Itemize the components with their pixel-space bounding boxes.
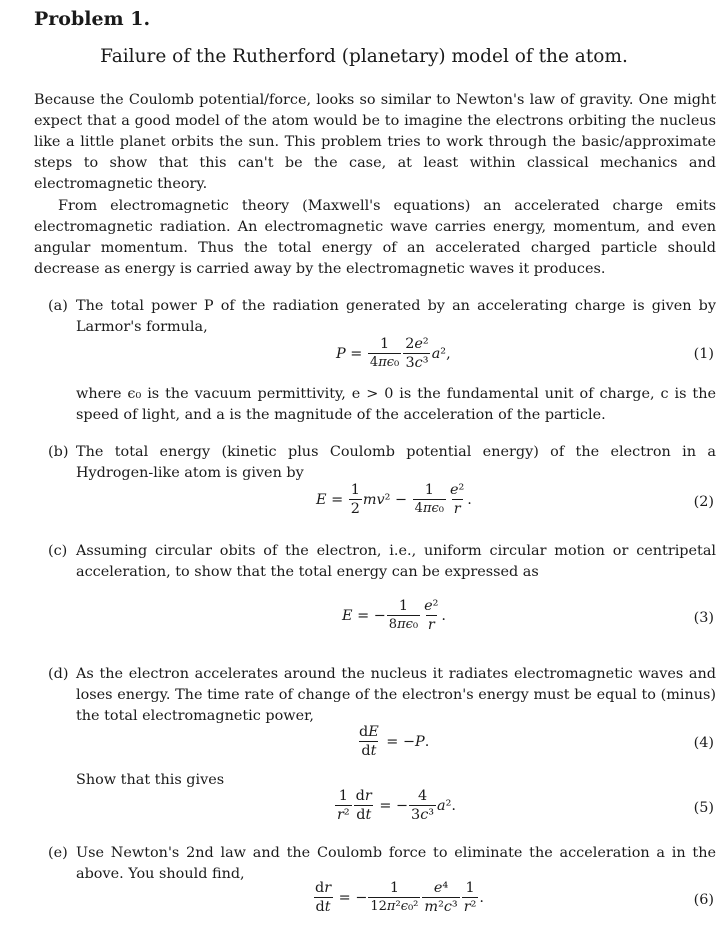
item-d-label: (d) (48, 666, 69, 682)
equation-number-1: (1) (693, 346, 714, 362)
intro-paragraph-1: Because the Coulomb potential/force, looks so similar to Newton's law of gravity. One might expect that a good model of the atom would be to imagine the electrons orbiting the nucleus like a little planet orbits the sun. This problem tries to work through the basic/approximate steps to show that this can't be the case, at least within classical mechanics and electromagnetic theory. (34, 92, 716, 192)
equation-larmor: P = $\frac{1}{\text{4πϵ₀}}$ $\frac{\text{2e²}}{\text{3c³}}$ a ², (336, 336, 451, 371)
equation-number-5: (5) (693, 800, 714, 816)
problem-title: Failure of the Rutherford (planetary) model of the atom. (100, 46, 628, 67)
equation-number-3: (3) (693, 610, 714, 626)
intro-paragraph-2: From electromagnetic theory (Maxwell's equations) an accelerated charge emits electromagnetic radiation. An electromagnetic wave carries energy, momentum, and even angular momentum. Thus the total energy of an accelerated charged particle should decrease as energy is carried away by the electromagnetic waves it produces. (34, 198, 716, 277)
problem-heading: Problem 1. (34, 8, 151, 30)
item-a-after-text: where ϵ₀ is the vacuum permittivity, e > 0 is the fundamental unit of charge, c is the speed of light, and a is the magnitude of the acceleration of the particle. (76, 386, 716, 423)
equation-radius-rate-final: $\frac{dr}{dt}$ = − $\frac{1}{\text{12π²ϵ₀²}}$ $\frac{\text{e⁴}}{\text{m²c³}}$ $\frac{1}{\text{r²}}$ . (315, 880, 484, 915)
item-b-text: The total energy (kinetic plus Coulomb potential energy) of the electron in a Hydrogen-like atom is given by (76, 444, 716, 481)
item-e-text: Use Newton's 2nd law and the Coulomb force to eliminate the acceleration a in the above. You should find, (76, 845, 716, 882)
item-e-label: (e) (48, 845, 68, 861)
item-d-text: As the electron accelerates around the nucleus it radiates electromagnetic waves and loses energy. The time rate of change of the electron's energy must be equal to (minus) the total electromagnetic power, (76, 666, 716, 724)
item-b-label: (b) (48, 444, 69, 460)
item-d-show-text: Show that this gives (76, 772, 225, 788)
item-c-label: (c) (48, 543, 68, 559)
equation-number-4: (4) (693, 735, 714, 751)
equation-number-6: (6) (693, 892, 714, 908)
equation-energy-rate: $\frac{dE}{dt}$ = − P . (359, 724, 430, 759)
equation-total-energy: E = $\frac{1}{2}$ mv ² − $\frac{1}{\text{4πϵ₀}}$ $\frac{\text{e²}}{r}$ . (316, 482, 472, 517)
equation-radius-rate: $\frac{1}{\text{r²}}$ $\frac{dr}{dt}$ = − $\frac{4}{\text{3c³}}$ a ². (337, 788, 456, 823)
item-c-text: Assuming circular obits of the electron, i.e., uniform circular motion or centripetal acceleration, to show that the total energy can be expressed as (76, 543, 716, 580)
item-a-label: (a) (48, 298, 68, 314)
equation-circular-energy: E = − $\frac{1}{\text{8πϵ₀}}$ $\frac{\text{e²}}{r}$ . (342, 598, 446, 633)
item-a-text: The total power P of the radiation generated by an accelerating charge is given by Larmor's formula, (76, 298, 716, 335)
equation-number-2: (2) (693, 494, 714, 510)
